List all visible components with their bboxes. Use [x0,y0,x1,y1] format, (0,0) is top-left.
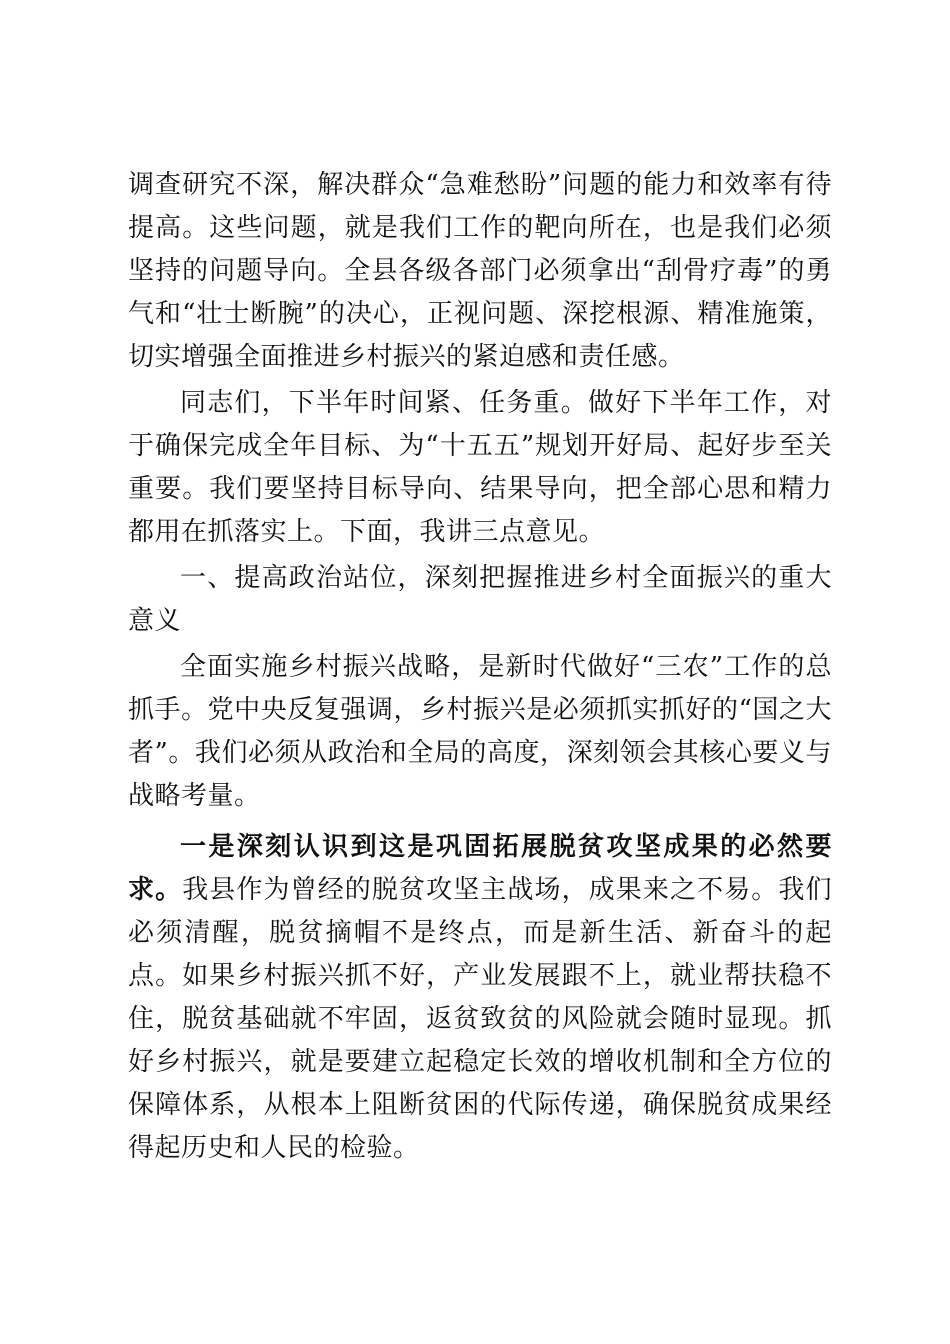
paragraph-continuation: 调查研究不深，解决群众“急难愁盼”问题的能力和效率有待提高。这些问题，就是我们工作的靶向所在，也是我们必须坚持的问题导向。全县各级各部门必须拿出“刮骨疗毒”的勇气和“壮士断腕”的决心，正视问题、深挖根源、精准施策，切实增强全面推进乡村振兴的紧迫感和责任感。 [128,170,832,372]
document-page [128,164,832,1170]
point-one-lead: 一是深刻认识到这是巩固拓展脱贫攻坚成果的必然要求。 [128,832,832,905]
point-one-text: 我县作为曾经的脱贫攻坚主战场，成果来之不易。我们必须清醒，脱贫摘帽不是终点，而是新生活、新奋斗的起点。如果乡村振兴抓不好，产业发展跟不上，就业帮扶稳不住，脱贫基础就不牢固，返贫致贫的风险就会随时显现。抓好乡村振兴，就是要建立起稳定长效的增收机制和全方位的保障体系，从根本上阻断贫困的代际传递，确保脱贫成果经得起历史和人民的检验。 [128,875,832,1163]
paragraph-point-one [128,826,832,1170]
section-heading: 一、提高政治站位，深刻把握推进乡村全面振兴的重大意义 [128,563,832,636]
paragraph-intro: 同志们，下半年时间紧、任务重。做好下半年工作，对于确保完成全年目标、为“十五五”规划开好局、起好步至关重要。我们要坚持目标导向、结果导向，把全部心思和精力都用在抓落实上。下面，我讲三点意见。 [128,388,832,547]
paragraph-body: 全面实施乡村振兴战略，是新时代做好“三农”工作的总抓手。党中央反复强调，乡村振兴是必须抓实抓好的“国之大者”。我们必须从政治和全局的高度，深刻领会其核心要义与战略考量。 [128,652,832,811]
